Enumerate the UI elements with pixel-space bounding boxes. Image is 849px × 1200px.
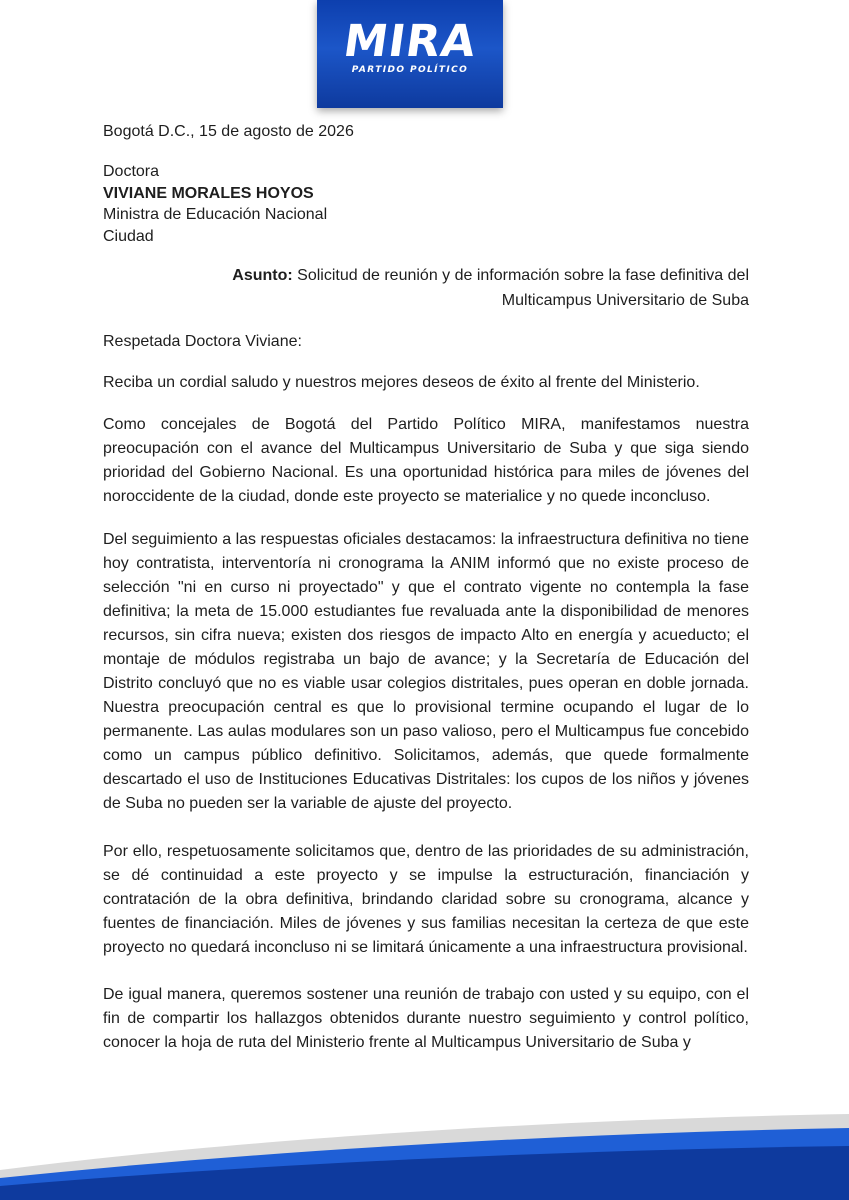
logo-subtitle: PARTIDO POLÍTICO (351, 65, 469, 75)
footer-wave-band (0, 1112, 849, 1200)
salutation: Respetada Doctora Viviane: (103, 333, 302, 350)
recipient-block (103, 161, 749, 247)
logo-wordmark: MIRA (340, 16, 480, 67)
letter-date: Bogotá D.C., 15 de agosto de 2026 (103, 123, 354, 140)
recipient-city: Ciudad (103, 227, 154, 245)
recipient-title: Doctora (103, 163, 160, 180)
subject-line (230, 263, 749, 313)
paragraph-findings: Del seguimiento a las respuestas oficiales destacamos: la infraestructura definitiva no tiene hoy contratista, interventoría ni cronograma la ANIM informó que no existe proceso de selección "ni en curso ni proyectado" y que el contrato vigente no contempla la fase definitiva; la meta de 15.000 estudiantes fue revaluada ante la disponibilidad de menores recursos, sin cifra nueva; existen dos riesgos de impacto Alto en energía y acueducto; el montaje de módulos registraba un bajo de avance; y la Secretaría de Educación del Distrito concluyó que no es viable usar colegios distritales, pues operan en doble jornada. Nuestra preocupación central es que lo provisional termine ocupando el lugar de lo permanente. Las aulas modulares son un paso valioso, pero el Multicampus fue concebido como un campus público definitivo. Solicitamos, además, que quede formalmente descartado el uso de Instituciones Educativas Distritales: los cupos de los niños y jóvenes de Suba no pueden ser la variable de ajuste del proyecto. (103, 531, 749, 812)
recipient-position: Ministra de Educación Nacional (103, 206, 328, 223)
paragraph-concern: Como concejales de Bogotá del Partido Político MIRA, manifestamos nuestra preocupación con el avance del Multicampus Universitario de Suba y que siga siendo prioridad del Gobierno Nacional. Es una oportunidad histórica para miles de jóvenes del noroccidente de la ciudad, donde este proyecto se materialice y no quede inconcluso. (103, 416, 749, 505)
mira-logo (317, 0, 503, 108)
recipient-name: VIVIANE MORALES HOYOS (103, 184, 314, 202)
paragraph-meeting: De igual manera, queremos sostener una reunión de trabajo con usted y su equipo, con el fin de compartir los hallazgos obtenidos durante nuestro seguimiento y control político, conocer la hoja de ruta del Ministerio frente al Multicampus Universitario de Suba y (103, 986, 749, 1051)
paragraph-greeting: Reciba un cordial saludo y nuestros mejores deseos de éxito al frente del Ministerio. (103, 374, 700, 391)
subject-text: Solicitud de reunión y de información sobre la fase definitiva del Multicampus Universitario de Suba (292, 267, 749, 309)
paragraph-request: Por ello, respetuosamente solicitamos que, dentro de las prioridades de su administración, se dé continuidad a este proyecto y se impulse la estructuración, financiación y contratación de la obra definitiva, brindando claridad sobre su cronograma, alcance y fuentes de financiación. Miles de jóvenes y sus familias necesitan la certeza de que este proyecto no quedará inconcluso ni se limitará únicamente a una infraestructura provisional. (103, 843, 749, 956)
subject-label: Asunto: (232, 267, 293, 284)
